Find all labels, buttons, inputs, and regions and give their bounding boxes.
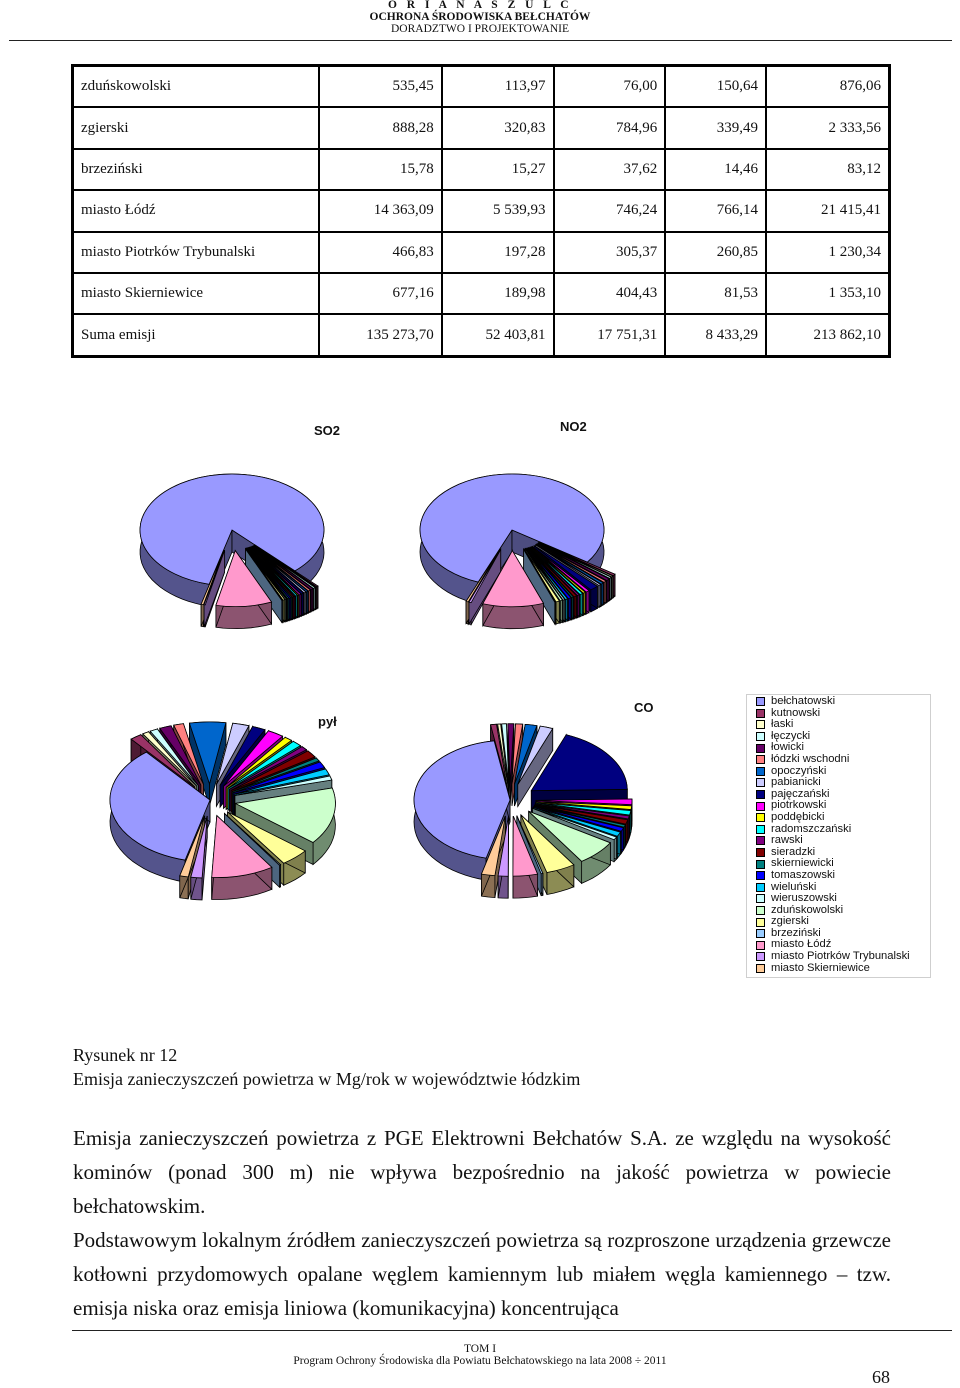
row-value: 135 273,70 [319,314,442,356]
row-value: 404,43 [554,273,666,314]
legend-item [756,835,930,847]
legend-item [756,754,930,766]
legend-swatch [756,952,765,961]
legend-swatch [756,697,765,706]
row-value: 746,24 [554,190,666,231]
co-chart-title: CO [634,700,654,715]
legend-label: skierniewicki [771,858,834,870]
row-value: 2 333,56 [766,107,890,148]
legend-label: łęczycki [771,731,810,743]
legend-swatch [756,813,765,822]
legend-swatch [756,732,765,741]
legend-label: łaski [771,719,793,731]
legend-label: wieluński [771,882,816,894]
row-value: 876,06 [766,66,890,108]
row-value: 320,83 [442,107,554,148]
legend-label: opoczyński [771,766,826,778]
figure-caption [73,1043,580,1091]
legend-label: bełchatowski [771,696,835,708]
row-value: 83,12 [766,149,890,190]
legend-label: miasto Piotrków Trybunalski [771,951,910,963]
no2-chart-title: NO2 [560,419,587,434]
row-name: zgierski [73,107,320,148]
row-value: 76,00 [554,66,666,108]
header-company-name: O R I A N A S Z U L C [0,0,960,11]
so2-chart-title: SO2 [314,423,340,438]
row-value: 113,97 [442,66,554,108]
header-company-services: DORADZTWO I PROJEKTOWANIE [0,23,960,35]
legend-label: miasto Łódź [771,939,831,951]
legend-label: radomszczański [771,824,851,836]
legend-label: zgierski [771,916,809,928]
row-value: 8 433,29 [665,314,766,356]
legend-swatch [756,802,765,811]
row-value: 21 415,41 [766,190,890,231]
legend-item [756,870,930,882]
no2-pie-chart [420,474,615,629]
row-value: 535,45 [319,66,442,108]
legend-swatch [756,744,765,753]
legend-item [756,963,930,975]
row-value: 766,14 [665,190,766,231]
row-value: 339,49 [665,107,766,148]
row-value: 81,53 [665,273,766,314]
row-value: 15,78 [319,149,442,190]
legend-swatch [756,871,765,880]
row-name: miasto Łódź [73,190,320,231]
legend-label: brzeziński [771,928,821,940]
so2-pie-chart [140,474,324,629]
legend-label: piotrkowski [771,800,826,812]
row-name: zduńskowolski [73,66,320,108]
legend-swatch [756,964,765,973]
row-value: 305,37 [554,232,666,273]
footer-rule [72,1330,952,1331]
row-value: 784,96 [554,107,666,148]
legend-swatch [756,836,765,845]
co-pie-chart [414,724,632,898]
legend-label: wieruszowski [771,893,837,905]
row-value: 1 353,10 [766,273,890,314]
row-value: 260,85 [665,232,766,273]
row-value: 189,98 [442,273,554,314]
legend-item [756,951,930,963]
legend-swatch [756,778,765,787]
legend-swatch [756,860,765,869]
row-name: miasto Skierniewice [73,273,320,314]
legend-item [756,812,930,824]
pyl-pie-chart [110,722,335,900]
row-value: 150,64 [665,66,766,108]
legend-swatch [756,894,765,903]
legend-label: pajęczański [771,789,829,801]
row-value: 1 230,34 [766,232,890,273]
row-value: 17 751,31 [554,314,666,356]
legend-swatch [756,848,765,857]
legend-label: zduńskowolski [771,905,843,917]
legend-label: łódzki wschodni [771,754,849,766]
row-value: 888,28 [319,107,442,148]
legend-label: poddębicki [771,812,825,824]
row-value: 15,27 [442,149,554,190]
chart-legend [746,694,931,978]
row-value: 213 862,10 [766,314,890,356]
row-name: Suma emisji [73,314,320,356]
row-value: 677,16 [319,273,442,314]
row-value: 37,62 [554,149,666,190]
legend-swatch [756,929,765,938]
body-text [73,1121,891,1325]
legend-swatch [756,767,765,776]
row-value: 52 403,81 [442,314,554,356]
row-value: 466,83 [319,232,442,273]
legend-item [756,777,930,789]
caption-number: Rysunek nr 12 [73,1043,580,1067]
row-value: 5 539,93 [442,190,554,231]
page-number: 68 [872,1367,890,1388]
paragraph-2: Podstawowym lokalnym źródłem zanieczyszczeń powietrza są rozproszone urządzenia grzewcze kotłowni przydomowych opalane węglem kamiennym lub miałem węgla kamiennego – tzw. emisja niska oraz emisja liniowa (komunikacyjna) koncentrująca [73,1223,891,1325]
legend-label: kutnowski [771,708,820,720]
legend-swatch [756,790,765,799]
pyl-chart-title: pył [318,714,337,729]
legend-label: rawski [771,835,803,847]
legend-swatch [756,720,765,729]
footer-program: Program Ochrony Środowiska dla Powiatu Bełchatowskiego na lata 2008 ÷ 2011 [0,1355,960,1367]
row-name: miasto Piotrków Trybunalski [73,232,320,273]
legend-label: łowicki [771,742,804,754]
caption-title: Emisja zanieczyszczeń powietrza w Mg/rok w województwie łódzkim [73,1067,580,1091]
legend-swatch [756,906,765,915]
header-company-line: OCHRONA ŚRODOWISKA BEŁCHATÓW [0,11,960,23]
legend-label: tomaszowski [771,870,835,882]
paragraph-1: Emisja zanieczyszczeń powietrza z PGE Elektrowni Bełchatów S.A. ze względu na wysokość kominów (ponad 300 m) nie wpływa bezpośrednio na jakość powietrza w powiecie bełchatowskim. [73,1121,891,1223]
legend-swatch [756,918,765,927]
row-value: 197,28 [442,232,554,273]
row-value: 14,46 [665,149,766,190]
legend-swatch [756,709,765,718]
legend-swatch [756,883,765,892]
legend-item [756,893,930,905]
row-name: brzeziński [73,149,320,190]
footer-volume: TOM I [0,1343,960,1355]
legend-label: pabianicki [771,777,821,789]
legend-label: sieradzki [771,847,815,859]
row-value: 14 363,09 [319,190,442,231]
legend-label: miasto Skierniewice [771,963,870,975]
legend-item [756,696,930,708]
legend-swatch [756,941,765,950]
legend-swatch [756,755,765,764]
legend-swatch [756,825,765,834]
